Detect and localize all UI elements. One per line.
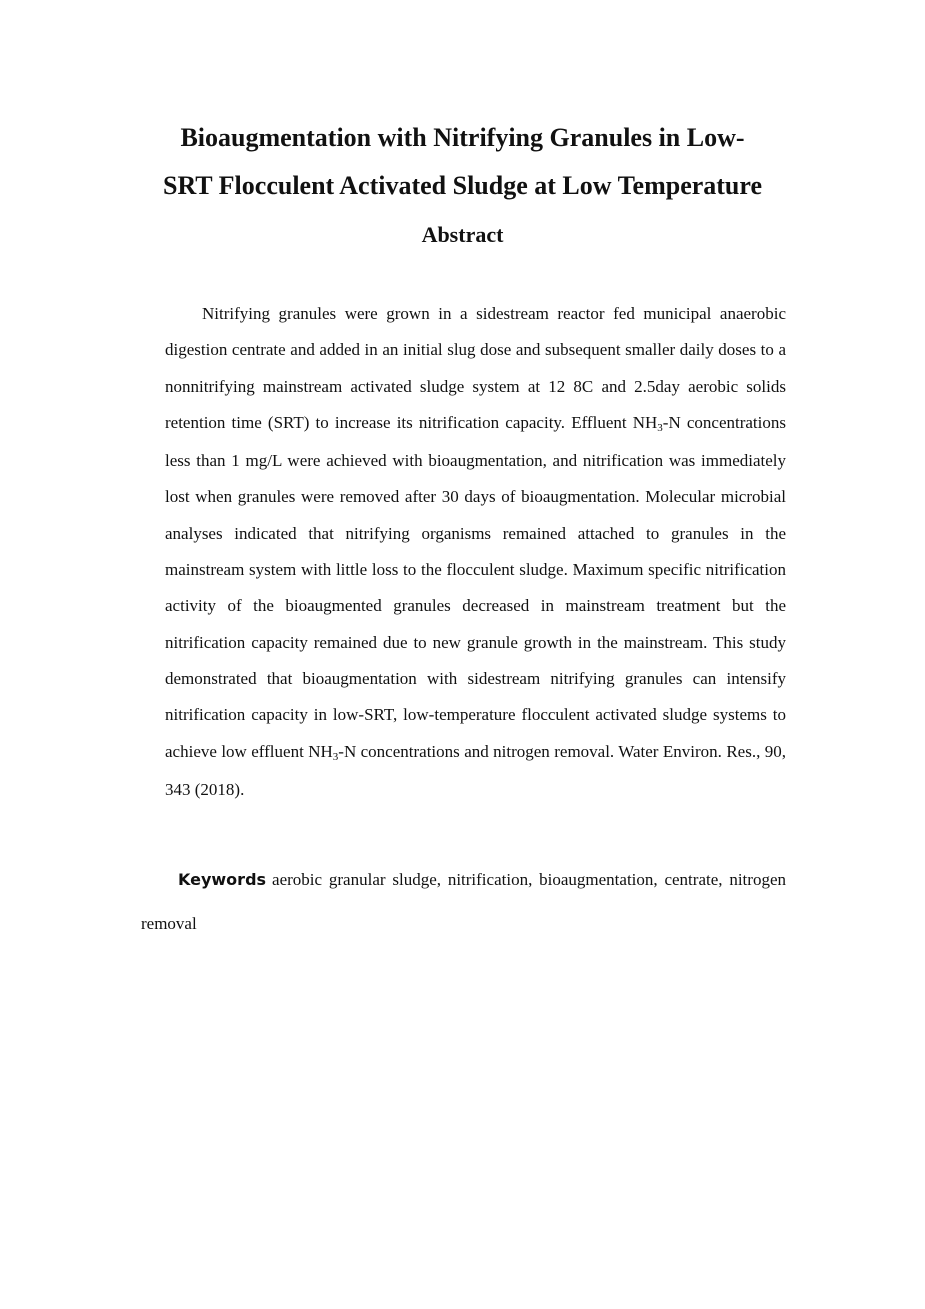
abstract-text-part-2: -N concentrations less than 1 mg/L were achieved with bioaugmentation, and nitrification was immediately lost when granules were removed after 30 days of bioaugmentation. Molecular microbial analyses indicated that nitrifying organisms remained attached to granules in the mainstream system with little loss to the flocculent sludge. Maximum specific nitrification activity of the bioaugmented granules decreased in mainstream treatment but the nitrification capacity remained due to new granule growth in the mainstream. This study demonstrated that bioaugmentation with sidestream nitrifying granules can intensify nitrification capacity in low-SRT, low-temperature flocculent activated sludge systems to achieve low effluent NH bbox=[165, 412, 786, 761]
keywords-paragraph bbox=[141, 858, 786, 946]
subscript-3: 3 bbox=[332, 750, 339, 763]
paper-title bbox=[120, 114, 805, 210]
abstract-paragraph bbox=[165, 296, 786, 808]
keywords-label: Keywords bbox=[178, 870, 267, 889]
subscript-3: 3 bbox=[657, 421, 663, 434]
title-line-1: Bioaugmentation with Nitrifying Granules in Low- bbox=[180, 123, 745, 152]
keywords-list: aerobic granular sludge, nitrification, bioaugmentation, centrate, nitrogen removal bbox=[141, 870, 786, 933]
abstract-heading: Abstract bbox=[421, 222, 504, 247]
abstract-text-part-1: Nitrifying granules were grown in a sidestream reactor fed municipal anaerobic digestion centrate and added in an initial slug dose and subsequent smaller daily doses to a nonnitrifying mainstream activated sludge system at 12 8C and 2.5day aerobic solids retention time (SRT) to increase its nitrification capacity. Effluent NH bbox=[165, 304, 786, 432]
abstract-text-part-3: -N concentrations and nitrogen removal. Water Environ. Res., 90, 343 (2018). bbox=[165, 741, 786, 799]
title-line-2: SRT Flocculent Activated Sludge at Low Temperature bbox=[162, 171, 762, 200]
